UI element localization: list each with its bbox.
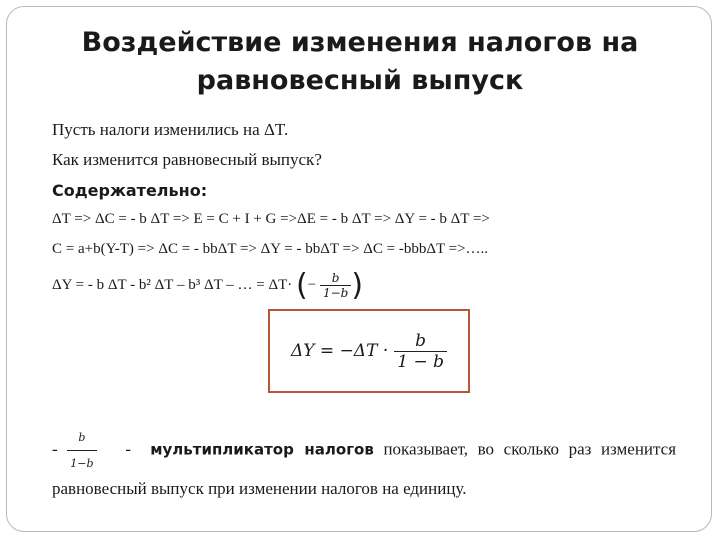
multiplier-paragraph [52, 425, 676, 501]
para-keyword: мультипликатор налогов [150, 440, 374, 459]
text-line-4: ΔT => ΔC = - b ΔT => E = C + I + G =>ΔE = - b ΔT => ΔY = - b ΔT => [52, 211, 490, 227]
line6-text: ΔY = - b ΔT - b² ΔT – b³ ΔT – … = ΔT· [52, 276, 293, 293]
line6-fraction [320, 271, 351, 300]
open-paren: ( [296, 268, 308, 303]
text-line-5: C = a+b(Y-T) => ΔC = - bbΔT => ΔY = - bbΔT => ΔC = -bbbΔT =>….. [52, 241, 489, 257]
para-fraction-den: 1−b [70, 457, 94, 470]
text-line-1: Пусть налоги изменились на ΔT. [52, 120, 289, 139]
formula-box [268, 309, 470, 393]
line6-minus: − [307, 276, 317, 293]
line6-fraction-num: b [320, 271, 351, 286]
formula-lhs: ΔY = −ΔT · [291, 341, 389, 361]
para-fraction-num: b [67, 425, 96, 451]
text-line-6 [52, 268, 363, 303]
close-paren: ) [351, 268, 364, 303]
para-lead-minus: - [52, 439, 58, 459]
title-line-1: Воздействие изменения налогов на [81, 27, 639, 58]
para-dash: - [125, 439, 132, 459]
text-line-3: Содержательно: [52, 181, 208, 200]
para-rest: показывает, во сколько раз изменится равновесный выпуск при изменении налогов на единицу. [52, 439, 677, 498]
formula-fraction [394, 331, 447, 372]
line6-fraction-den: 1−b [322, 286, 349, 300]
slide-title [0, 24, 720, 100]
para-fraction [67, 425, 96, 476]
formula-fraction-den: 1 − b [397, 351, 444, 372]
formula-fraction-num: b [394, 331, 447, 352]
text-line-2: Как изменится равновесный выпуск? [52, 150, 322, 169]
boxed-formula [270, 311, 468, 391]
title-line-2: равновесный выпуск [196, 65, 524, 96]
